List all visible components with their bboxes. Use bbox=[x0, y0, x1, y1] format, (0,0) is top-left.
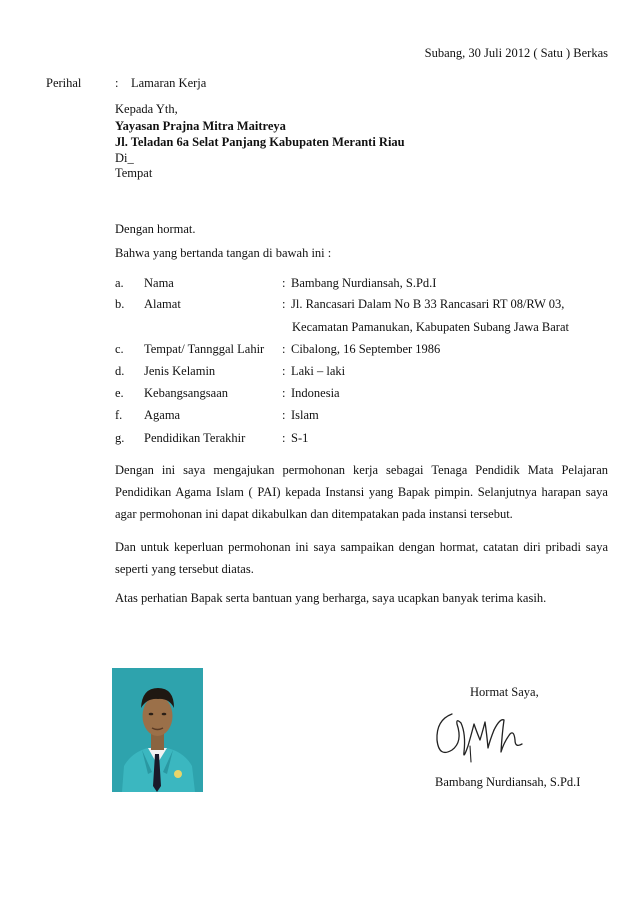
detail-colon: : bbox=[282, 364, 286, 378]
detail-label: Kebangsangsaan bbox=[144, 386, 228, 400]
detail-colon: : bbox=[282, 297, 286, 311]
detail-value: Indonesia bbox=[291, 386, 340, 400]
detail-colon: : bbox=[282, 431, 286, 445]
detail-label: Nama bbox=[144, 276, 174, 290]
detail-value: Laki – laki bbox=[291, 364, 346, 378]
detail-colon: : bbox=[282, 386, 286, 400]
detail-colon: : bbox=[282, 342, 286, 356]
detail-value: Bambang Nurdiansah, S.Pd.I bbox=[291, 276, 437, 290]
subject-value: Lamaran Kerja bbox=[131, 76, 207, 90]
detail-letter: a. bbox=[115, 276, 124, 290]
closing-salutation: Hormat Saya, bbox=[470, 685, 539, 699]
detail-letter: c. bbox=[115, 342, 124, 356]
recipient-place: Tempat bbox=[115, 166, 153, 180]
detail-label: Tempat/ Tannggal Lahir bbox=[144, 342, 265, 356]
recipient-address: Jl. Teladan 6a Selat Panjang Kabupaten Meranti Riau bbox=[115, 135, 405, 149]
detail-letter: e. bbox=[115, 386, 124, 400]
detail-label: Pendidikan Terakhir bbox=[144, 431, 246, 445]
detail-letter: d. bbox=[115, 364, 125, 378]
body-paragraph-3: Atas perhatian Bapak serta bantuan yang berharga, saya ucapkan banyak terima kasih. bbox=[115, 591, 547, 605]
detail-colon: : bbox=[282, 276, 286, 290]
detail-value: Islam bbox=[291, 408, 319, 422]
detail-label: Jenis Kelamin bbox=[144, 364, 216, 378]
detail-value: Jl. Rancasari Dalam No B 33 Rancasari RT 08/RW 03, bbox=[291, 297, 565, 311]
recipient-di: Di_ bbox=[115, 151, 134, 165]
detail-label: Agama bbox=[144, 408, 181, 422]
detail-letter: b. bbox=[115, 297, 125, 311]
subject-label: Perihal bbox=[46, 76, 82, 90]
signatory-name: Bambang Nurdiansah, S.Pd.I bbox=[435, 775, 581, 789]
detail-value: Kecamatan Pamanukan, Kabupaten Subang Jawa Barat bbox=[292, 320, 569, 334]
detail-letter: f. bbox=[115, 408, 123, 422]
detail-value: Cibalong, 16 September 1986 bbox=[291, 342, 441, 356]
greeting: Dengan hormat. bbox=[115, 222, 196, 236]
applicant-portrait bbox=[112, 668, 203, 792]
applicant-photo bbox=[112, 668, 203, 792]
detail-colon: : bbox=[282, 408, 286, 422]
recipient-salutation: Kepada Yth, bbox=[115, 102, 178, 116]
signature-image bbox=[430, 700, 530, 772]
detail-letter: g. bbox=[115, 431, 125, 445]
place-date: Subang, 30 Juli 2012 ( Satu ) Berkas bbox=[424, 46, 608, 60]
detail-value: S-1 bbox=[291, 431, 309, 445]
body-paragraph-1: Dengan ini saya mengajukan permohonan kerja sebagai Tenaga Pendidik Mata Pelajaran Pendidikan Agama Islam ( PAI) kepada Instansi yang Bapak pimpin. Selanjutnya harapan saya agar permohonan ini dapat dikabulkan dan ditempatakan pada instansi tersebut. bbox=[115, 463, 608, 521]
recipient-organization: Yayasan Prajna Mitra Maitreya bbox=[115, 119, 286, 133]
body-paragraph-2: Dan untuk keperluan permohonan ini saya sampaikan dengan hormat, catatan diri pribadi saya seperti yang tersebut diatas. bbox=[115, 540, 608, 576]
detail-label: Alamat bbox=[144, 297, 181, 311]
subject-colon: : bbox=[115, 76, 119, 90]
intro-line: Bahwa yang bertanda tangan di bawah ini : bbox=[115, 246, 332, 260]
